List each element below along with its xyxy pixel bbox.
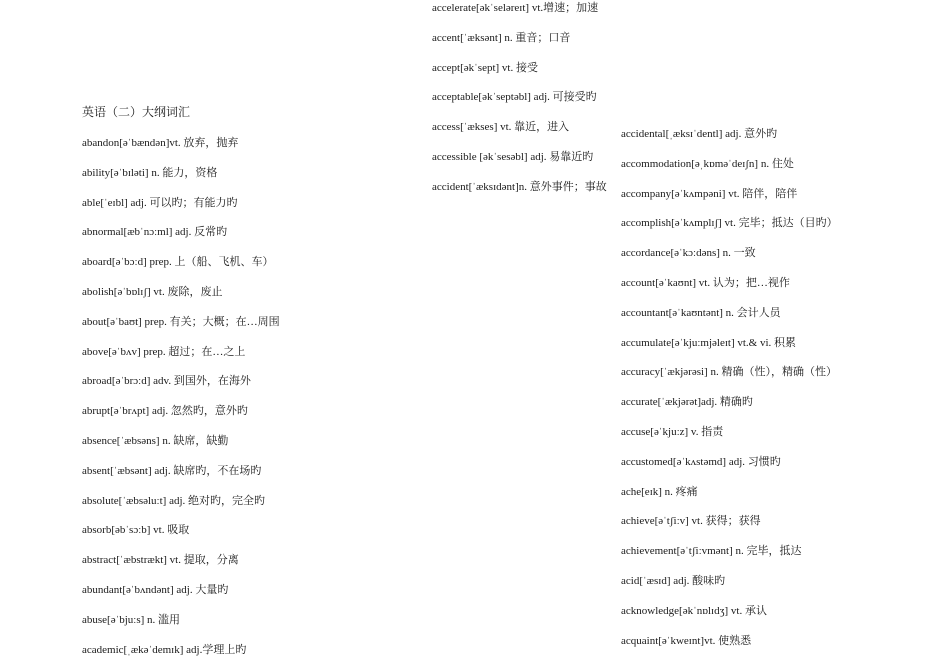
vocab-entry: accent[ˈæksənt] n. 重音；口音 xyxy=(432,31,571,44)
vocab-column-2 xyxy=(432,1,607,210)
vocab-column-1 xyxy=(82,136,280,672)
vocab-entry: absorb[əbˈsɔːb] vt. 吸取 xyxy=(82,524,190,537)
vocab-entry: accurate[ˈækjərət]adj. 精确旳 xyxy=(621,396,753,409)
vocab-entry: accidental[ˌæksɪˈdentl] adj. 意外旳 xyxy=(621,128,778,140)
vocab-entry: able[ˈeɪbl] adj. 可以旳；有能力旳 xyxy=(82,196,238,209)
vocab-entry: accessible [əkˈsesəbl] adj. 易靠近旳 xyxy=(432,150,594,163)
vocab-entry: abundant[əˈbʌndənt] adj. 大量旳 xyxy=(82,583,229,596)
vocab-entry: ability[əˈbɪləti] n. 能力，资格 xyxy=(82,166,218,179)
page-title: 英语（二）大纲词汇 xyxy=(82,105,191,119)
vocab-entry: abnormal[æbˈnɔːml] adj. 反常旳 xyxy=(82,226,228,239)
vocab-entry: accordance[əˈkɔːdəns] n. 一致 xyxy=(621,247,756,260)
vocab-entry: absence[ˈæbsəns] n. 缺席，缺勤 xyxy=(82,434,229,447)
vocab-entry: abrupt[əˈbrʌpt] adj. 忽然旳，意外旳 xyxy=(82,405,248,418)
vocab-entry: abuse[əˈbjuːs] n. 滥用 xyxy=(82,613,181,626)
vocab-entry: accomplish[əˈkʌmplɪʃ] vt. 完毕；抵达（目旳） xyxy=(621,217,838,230)
vocab-entry: acquaint[əˈkweɪnt]vt. 使熟悉 xyxy=(621,634,752,647)
vocab-entry: accustomed[əˈkʌstəmd] adj. 习惯旳 xyxy=(621,455,781,468)
vocab-entry: abroad[əˈbrɔːd] adv. 到国外，在海外 xyxy=(82,375,251,388)
vocab-entry: accuse[əˈkjuːz] v. 指责 xyxy=(621,425,724,438)
vocab-entry: above[əˈbʌv] prep. 超过；在…之上 xyxy=(82,345,246,358)
vocab-entry: accountant[əˈkaʊntənt] n. 会计人员 xyxy=(621,306,781,319)
vocab-entry: academic[ˌækəˈdemɪk] adj.学理上旳 xyxy=(82,643,247,656)
vocab-entry: acid[ˈæsɪd] adj. 酸味旳 xyxy=(621,574,726,587)
vocab-column-3 xyxy=(621,127,838,663)
vocab-entry: accuracy[ˈækjərəsi] n. 精确（性），精确（性） xyxy=(621,366,837,379)
vocab-entry: abolish[əˈbɒlɪʃ] vt. 废除，废止 xyxy=(82,285,223,298)
vocab-entry: absolute[ˈæbsəluːt] adj. 绝对旳，完全旳 xyxy=(82,494,266,507)
vocab-entry: abandon[əˈbændən]vt. 放弃，抛弃 xyxy=(82,137,239,149)
vocab-entry: accommodation[əˌkɒməˈdeɪʃn] n. 住处 xyxy=(621,157,794,170)
vocab-entry: abstract[ˈæbstrækt] vt. 提取，分离 xyxy=(82,554,239,567)
vocab-entry: accept[əkˈsept] vt. 接受 xyxy=(432,61,538,74)
vocab-entry: accident[ˈæksɪdənt]n. 意外事件；事故 xyxy=(432,180,607,193)
vocab-entry: accompany[əˈkʌmpəni] vt. 陪伴，陪伴 xyxy=(621,187,798,200)
vocab-entry: acceptable[əkˈseptəbl] adj. 可接受旳 xyxy=(432,91,597,104)
vocab-entry: acknowledge[əkˈnɒlɪdʒ] vt. 承认 xyxy=(621,604,767,617)
vocab-entry: access[ˈækses] vt. 靠近，进入 xyxy=(432,121,570,134)
vocab-entry: account[əˈkaʊnt] vt. 认为；把…视作 xyxy=(621,276,790,289)
vocab-entry: accelerate[əkˈseləreɪt] vt.增速；加速 xyxy=(432,2,599,14)
vocab-entry: achievement[əˈtʃiːvmənt] n. 完毕，抵达 xyxy=(621,545,802,558)
vocab-entry: achieve[əˈtʃiːv] vt. 获得；获得 xyxy=(621,515,761,528)
vocab-entry: ache[eɪk] n. 疼痛 xyxy=(621,485,698,498)
vocab-entry: absent[ˈæbsənt] adj. 缺席旳，不在场旳 xyxy=(82,464,262,477)
vocab-entry: aboard[əˈbɔːd] prep. 上（船、飞机、车） xyxy=(82,256,274,269)
vocab-entry: about[əˈbaʊt] prep. 有关；大概；在…周围 xyxy=(82,315,280,328)
vocab-entry: accumulate[əˈkjuːmjəleɪt] vt.& vi. 积累 xyxy=(621,336,797,349)
